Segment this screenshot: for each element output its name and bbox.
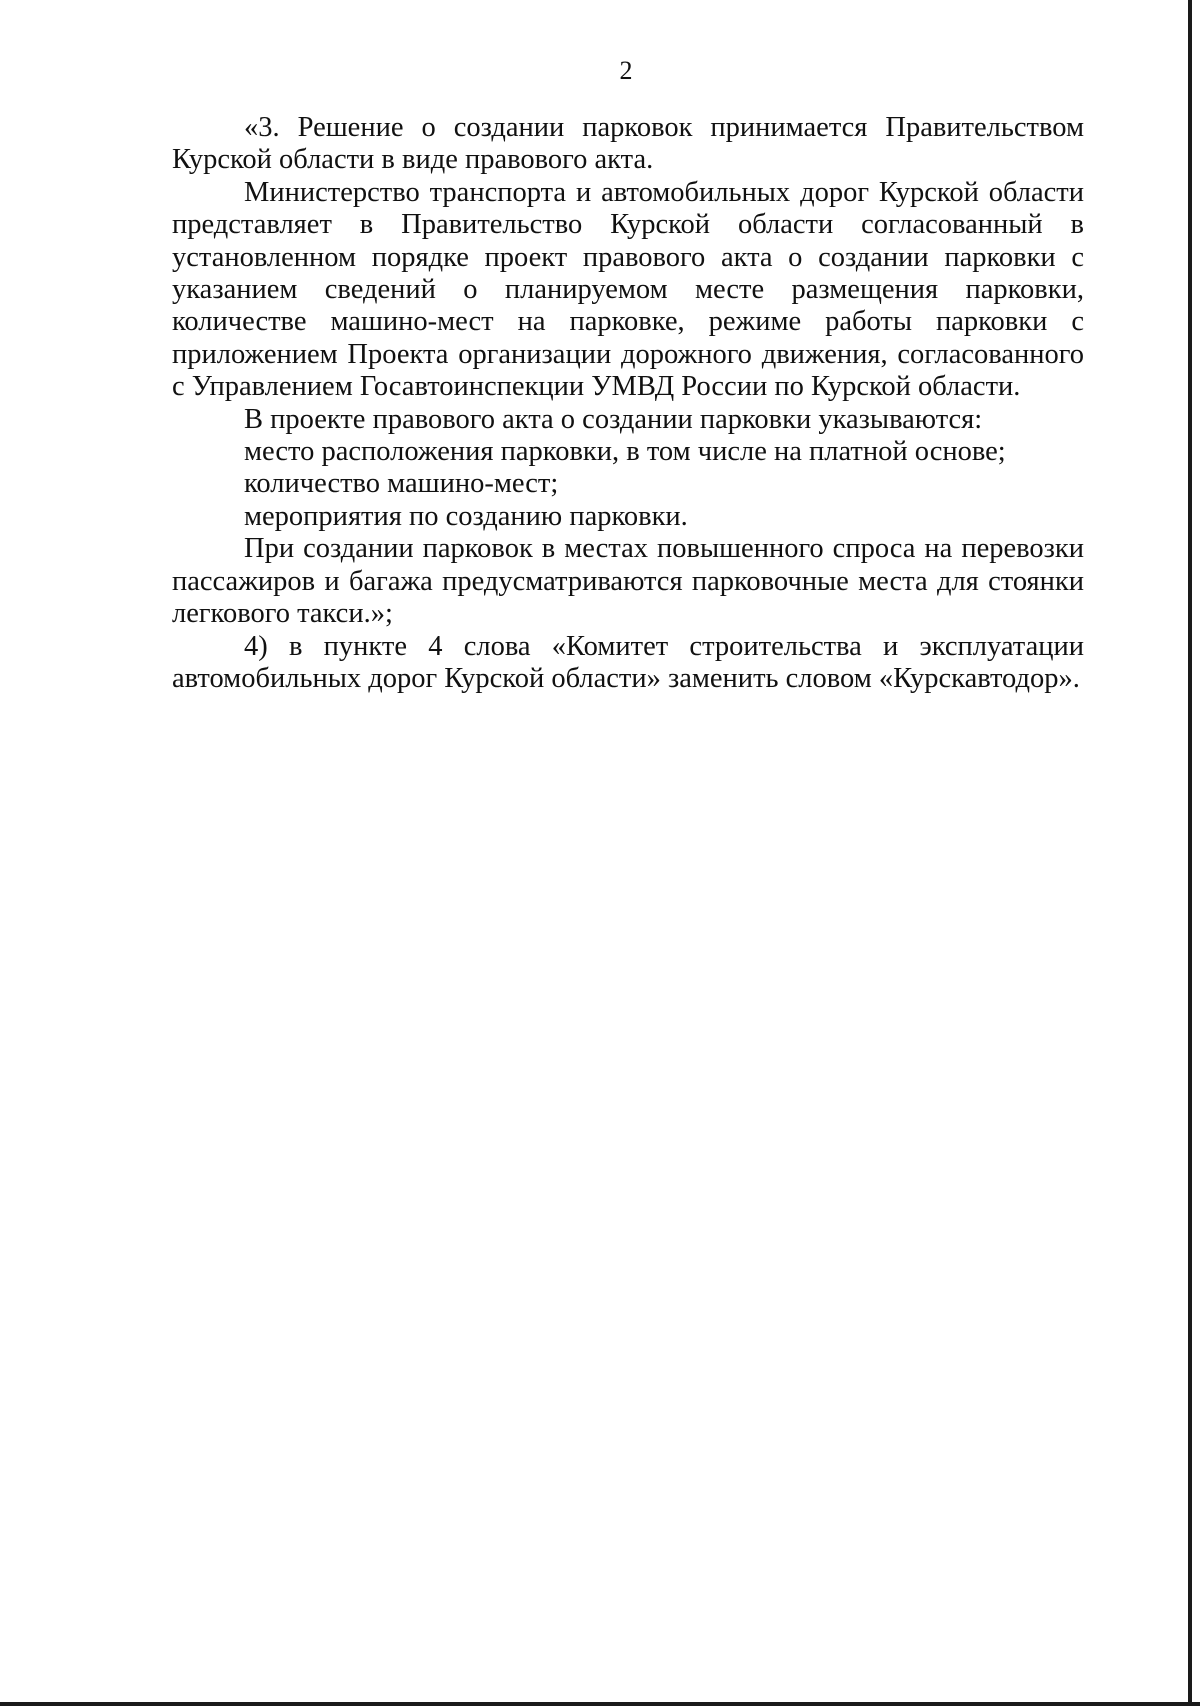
list-item-spaces: количество машино-мест; xyxy=(244,468,559,500)
scan-edge-right xyxy=(1188,0,1192,1706)
paragraph-amendment: 4) в пункте 4 слова «Комитет строительства и эксплуатации автомобильных дорог Курской области» заменить словом «Курскавтодор». xyxy=(172,630,1084,694)
paragraph-ministry: Министерство транспорта и автомобильных дорог Курской области представляет в Правительство Курской области согласованный в установленном порядке проект правового акта о создании парковки с указанием сведений о планируемом месте размещения парковки, количестве машино-мест на парковке, режиме работы парковки с приложением Проекта организации дорожного движения, согласованного с Управлением Госавтоинспекции УМВД России по Курской области. xyxy=(172,176,1084,403)
scan-edge-bottom xyxy=(0,1702,1200,1706)
list-item-location: место расположения парковки, в том числе на платной основе; xyxy=(244,436,1006,468)
paragraph-project-contents: В проекте правового акта о создании парковки указываются: xyxy=(244,403,983,435)
page-number: 2 xyxy=(619,56,633,85)
list-item-measures: мероприятия по созданию парковки. xyxy=(244,500,688,532)
document-body xyxy=(172,112,1084,695)
paragraph-decision: «3. Решение о создании парковок принимается Правительством Курской области в виде правового акта. xyxy=(172,112,1084,176)
paragraph-taxi: При создании парковок в местах повышенного спроса на перевозки пассажиров и багажа предусматриваются парковочные места для стоянки легкового такси.»; xyxy=(172,533,1084,630)
